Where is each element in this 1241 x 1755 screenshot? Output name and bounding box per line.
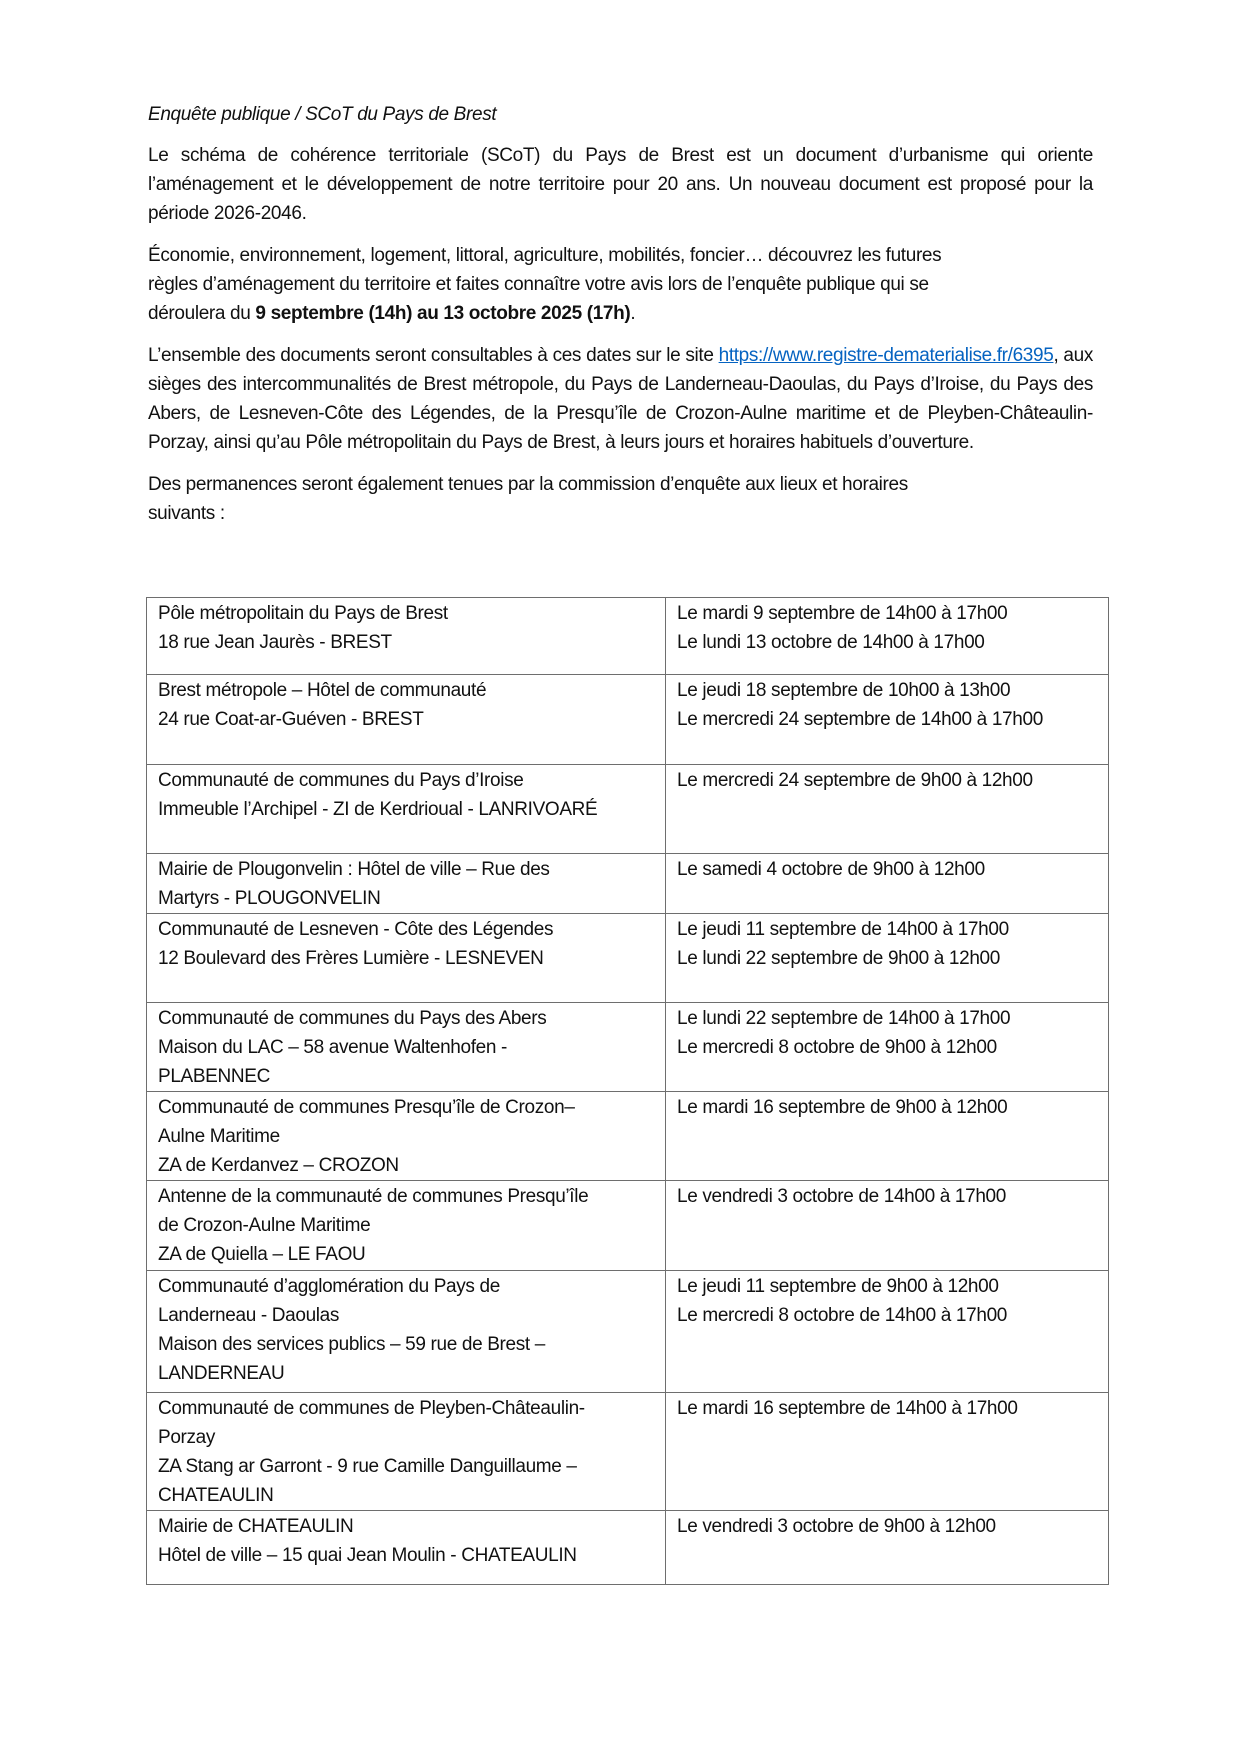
table-row [147,765,1109,854]
document-body [148,100,1093,541]
place-line: Martyrs - PLOUGONVELIN [158,888,381,909]
place-line: Maison des services publics – 59 rue de Brest – [158,1334,545,1355]
place-line: ZA de Quiella – LE FAOU [158,1244,366,1265]
place-cell [147,854,666,914]
place-line: Maison du LAC – 58 avenue Waltenhofen - [158,1037,507,1058]
permanences-intro-line-2: suivants : [148,503,225,524]
place-cell [147,675,666,765]
place-cell [147,598,666,675]
dates-cell [666,1271,1109,1393]
place-line: Mairie de Plougonvelin : Hôtel de ville – Rue des [158,859,550,880]
place-cell [147,1271,666,1393]
place-line: Communauté d’agglomération du Pays de [158,1276,500,1297]
date-line: Le jeudi 11 septembre de 9h00 à 12h00 [677,1276,999,1297]
place-line: Aulne Maritime [158,1126,280,1147]
dates-cell [666,914,1109,1003]
place-line: de Crozon-Aulne Maritime [158,1215,371,1236]
place-line: Communauté de communes du Pays des Abers [158,1008,547,1029]
table-row [147,675,1109,765]
date-line: Le mercredi 8 octobre de 9h00 à 12h00 [677,1037,997,1058]
place-line: Communauté de Lesneven - Côte des Légendes [158,919,554,940]
document-title: Enquête publique / SCoT du Pays de Brest [148,104,497,125]
table-row [147,1092,1109,1181]
permanences-table [146,597,1109,1585]
date-line: Le mardi 16 septembre de 9h00 à 12h00 [677,1097,1008,1118]
place-line: Hôtel de ville – 15 quai Jean Moulin - CHATEAULIN [158,1545,577,1566]
place-cell [147,1092,666,1181]
dates-cell [666,598,1109,675]
date-line: Le jeudi 18 septembre de 10h00 à 13h00 [677,680,1011,701]
themes-paragraph [148,241,1093,328]
place-cell [147,1181,666,1271]
place-line: Antenne de la communauté de communes Presqu’île [158,1186,589,1207]
dates-cell [666,1003,1109,1092]
table-row [147,1511,1109,1585]
permanences-intro [148,470,1093,528]
inquiry-dates: 9 septembre (14h) au 13 octobre 2025 (17h) [255,303,631,324]
date-line: Le jeudi 11 septembre de 14h00 à 17h00 [677,919,1009,940]
table-row [147,854,1109,914]
place-line: Porzay [158,1427,216,1448]
place-line: Communauté de communes Presqu’île de Crozon– [158,1097,575,1118]
date-line: Le lundi 22 septembre de 9h00 à 12h00 [677,948,1000,969]
dates-cell [666,1181,1109,1271]
place-line: Immeuble l’Archipel - ZI de Kerdrioual - LANRIVOARÉ [158,799,598,820]
table-row [147,1271,1109,1393]
registre-link[interactable]: https://www.registre-dematerialise.fr/6395 [718,345,1054,366]
date-line: Le vendredi 3 octobre de 14h00 à 17h00 [677,1186,1006,1207]
place-line: 18 rue Jean Jaurès - BREST [158,632,392,653]
place-line: ZA de Kerdanvez – CROZON [158,1155,399,1176]
date-line: Le vendredi 3 octobre de 9h00 à 12h00 [677,1516,996,1537]
place-cell [147,914,666,1003]
date-line: Le mardi 16 septembre de 14h00 à 17h00 [677,1398,1018,1419]
themes-line-1: Économie, environnement, logement, littoral, agriculture, mobilités, foncier… découvrez les futures [148,245,942,266]
date-line: Le lundi 13 octobre de 14h00 à 17h00 [677,632,985,653]
themes-line-3-prefix: déroulera du [148,303,256,324]
table-row [147,1181,1109,1271]
table-row [147,1393,1109,1511]
place-line: Communauté de communes du Pays d’Iroise [158,770,524,791]
place-cell [147,1393,666,1511]
date-line: Le lundi 22 septembre de 14h00 à 17h00 [677,1008,1011,1029]
date-line: Le mercredi 24 septembre de 9h00 à 12h00 [677,770,1033,791]
consultation-suffix: , aux sièges des intercommunalités de Brest métropole, du Pays de Landerneau-Daoulas, du Pays d’Iroise, du Pays des Abers, de Lesneven-Côte des Légendes, de la Presqu’île de Crozon-Aulne maritime et de Pleyben-Châteaulin-Porzay, ainsi qu’au Pôle métropolitain du Pays de Brest, à leurs jours et horaires habituels d’ouverture. [148,345,1094,453]
dates-cell [666,1511,1109,1585]
date-line: Le mardi 9 septembre de 14h00 à 17h00 [677,603,1008,624]
table-row [147,914,1109,1003]
themes-line-3 [148,299,1093,328]
place-line: Pôle métropolitain du Pays de Brest [158,603,448,624]
date-line: Le mercredi 8 octobre de 14h00 à 17h00 [677,1305,1007,1326]
place-cell [147,1003,666,1092]
date-line: Le samedi 4 octobre de 9h00 à 12h00 [677,859,985,880]
permanences-table-body [147,598,1109,1585]
dates-cell [666,675,1109,765]
place-line: CHATEAULIN [158,1485,274,1506]
consultation-prefix: L’ensemble des documents seront consultables à ces dates sur le site [148,345,719,366]
place-line: Brest métropole – Hôtel de communauté [158,680,487,701]
dates-cell [666,1393,1109,1511]
table-row [147,598,1109,675]
place-line: 24 rue Coat-ar-Guéven - BREST [158,709,424,730]
dates-cell [666,854,1109,914]
themes-line-2: règles d’aménagement du territoire et faites connaître votre avis lors de l’enquête publique qui se [148,274,929,295]
place-line: Mairie de CHATEAULIN [158,1516,354,1537]
place-line: 12 Boulevard des Frères Lumière - LESNEVEN [158,948,544,969]
date-line: Le mercredi 24 septembre de 14h00 à 17h00 [677,709,1043,730]
place-line: ZA Stang ar Garront - 9 rue Camille Danguillaume – [158,1456,577,1477]
place-line: Landerneau - Daoulas [158,1305,340,1326]
place-line: LANDERNEAU [158,1363,285,1384]
table-row [147,1003,1109,1092]
themes-line-3-suffix: . [630,303,636,324]
intro-paragraph: Le schéma de cohérence territoriale (SCoT) du Pays de Brest est un document d’urbanisme qui oriente l’aménagement et le développement de notre territoire pour 20 ans. Un nouveau document est proposé pour la période 2026-2046. [148,145,1093,224]
place-line: Communauté de communes de Pleyben-Châteaulin- [158,1398,585,1419]
dates-cell [666,765,1109,854]
dates-cell [666,1092,1109,1181]
place-cell [147,765,666,854]
place-cell [147,1511,666,1585]
place-line: PLABENNEC [158,1066,270,1087]
permanences-intro-line-1: Des permanences seront également tenues par la commission d’enquête aux lieux et horaires [148,474,908,495]
consultation-paragraph [148,341,1093,457]
